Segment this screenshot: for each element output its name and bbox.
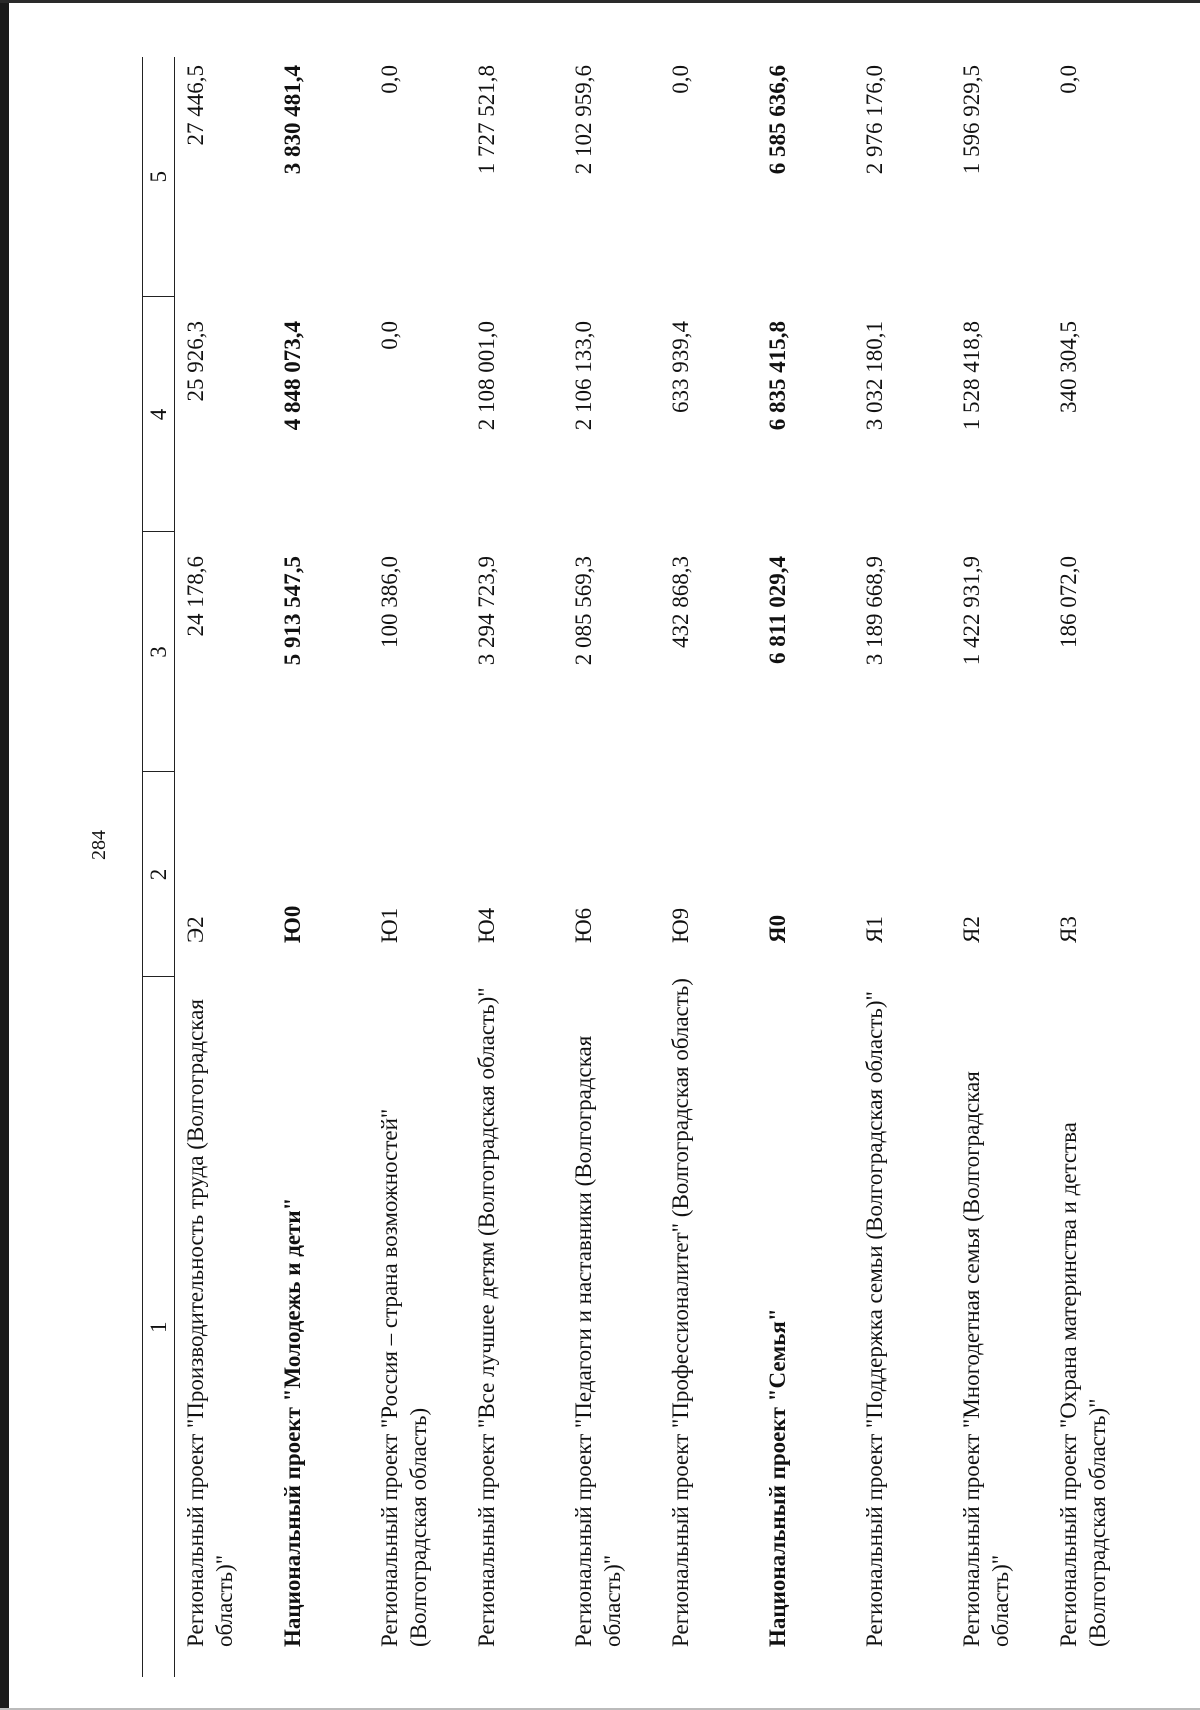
value-col-3: 2 085 569,3 — [571, 556, 596, 666]
value-col-3: 432 868,3 — [668, 556, 693, 648]
value-col-5: 0,0 — [668, 65, 693, 94]
table-row — [563, 57, 660, 1677]
value-col-3: 100 386,0 — [377, 556, 402, 648]
value-col-5: 1 727 521,8 — [474, 65, 499, 175]
project-code: Ю1 — [377, 907, 402, 943]
project-name: Региональный проект "Охрана материнства и детства (Волгоградская область)" — [1056, 1122, 1110, 1647]
table-row — [951, 57, 1048, 1677]
budget-table — [142, 57, 1145, 1677]
value-col-3: 5 913 547,5 — [280, 556, 305, 666]
value-col-3: 186 072,0 — [1056, 556, 1081, 648]
table-row — [757, 57, 854, 1677]
table-row — [660, 57, 757, 1677]
table-row — [854, 57, 951, 1677]
project-code: Э2 — [183, 916, 208, 943]
value-col-4: 1 528 418,8 — [959, 321, 984, 431]
value-col-4: 2 108 001,0 — [474, 321, 499, 431]
value-col-4: 340 304,5 — [1056, 321, 1081, 413]
project-name: Региональный проект "Профессионалитет" (Волгоградская область) — [668, 978, 693, 1647]
value-col-3: 3 189 668,9 — [862, 556, 887, 666]
table-row — [175, 57, 273, 1677]
value-col-4: 633 939,4 — [668, 321, 693, 413]
header-col-3: 3 — [143, 532, 175, 772]
value-col-5: 3 830 481,4 — [280, 65, 305, 175]
project-name: Национальный проект "Семья" — [765, 1308, 790, 1647]
value-col-3: 6 811 029,4 — [765, 556, 790, 664]
value-col-5: 2 976 176,0 — [862, 65, 887, 175]
header-row — [143, 57, 175, 1677]
project-name: Региональный проект "Многодетная семья (Волгоградская область)" — [959, 1071, 1013, 1647]
project-code: Я2 — [959, 916, 984, 943]
project-name: Региональный проект "Все лучшее детям (Волгоградская область)" — [474, 987, 499, 1647]
value-col-4: 3 032 180,1 — [862, 321, 887, 431]
value-col-5: 1 596 929,5 — [959, 65, 984, 175]
value-col-5: 27 446,5 — [183, 65, 208, 146]
page-number: 284 — [88, 830, 110, 860]
value-col-5: 2 102 959,6 — [571, 65, 596, 175]
header-col-1: 1 — [143, 977, 175, 1677]
project-code: Ю6 — [571, 907, 596, 943]
project-code: Я3 — [1056, 916, 1081, 943]
value-col-4: 0,0 — [377, 321, 402, 350]
project-code: Ю0 — [280, 905, 305, 943]
project-name: Региональный проект "Производительность труда (Волгоградская область)" — [183, 999, 237, 1647]
value-col-5: 0,0 — [377, 65, 402, 94]
value-col-4: 2 106 133,0 — [571, 321, 596, 431]
project-code: Я1 — [862, 916, 887, 943]
header-col-4: 4 — [143, 297, 175, 532]
value-col-3: 1 422 931,9 — [959, 556, 984, 666]
value-col-4: 25 926,3 — [183, 321, 208, 402]
value-col-4: 4 848 073,4 — [280, 321, 305, 431]
header-col-2: 2 — [143, 772, 175, 977]
table-row — [272, 57, 369, 1677]
table-row — [1048, 57, 1145, 1677]
table-body — [175, 57, 1146, 1677]
project-code: Ю9 — [668, 907, 693, 943]
project-code: Ю4 — [474, 907, 499, 943]
table-header — [143, 57, 175, 1677]
project-name: Региональный проект "Педагоги и наставники (Волгоградская область)" — [571, 1035, 625, 1647]
value-col-3: 3 294 723,9 — [474, 556, 499, 666]
value-col-5: 0,0 — [1056, 65, 1081, 94]
project-name: Региональный проект "Поддержка семьи (Волгоградская область)" — [862, 991, 887, 1647]
project-code: Я0 — [765, 914, 790, 943]
project-name: Региональный проект "Россия – страна возможностей" (Волгоградская область) — [377, 1108, 431, 1647]
table-row — [466, 57, 563, 1677]
value-col-5: 6 585 636,6 — [765, 65, 790, 175]
table-row — [369, 57, 466, 1677]
value-col-4: 6 835 415,8 — [765, 321, 790, 431]
value-col-3: 24 178,6 — [183, 556, 208, 637]
header-col-5: 5 — [143, 57, 175, 297]
project-name: Национальный проект "Молодежь и дети" — [280, 1197, 305, 1647]
